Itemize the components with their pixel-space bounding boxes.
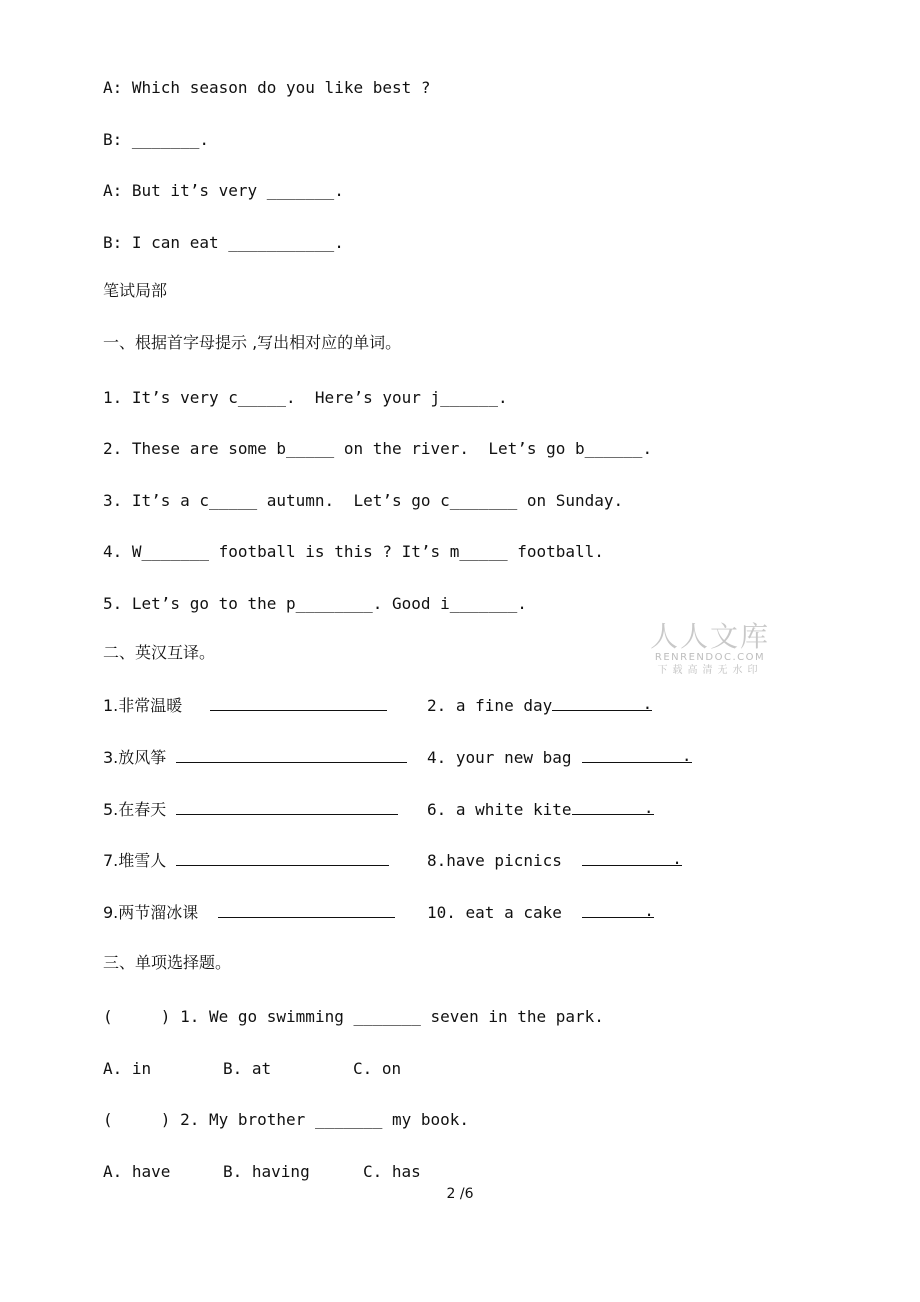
watermark-slogan: 下载高清无水印 bbox=[657, 665, 763, 676]
mc1-option-a: A. in bbox=[103, 1059, 152, 1078]
section1-item-4: 4. W_______ football is this ? It’s m_____ football. bbox=[103, 542, 604, 561]
watermark-logo bbox=[646, 622, 774, 678]
dialogue-line-4: B: I can eat ___________. bbox=[103, 233, 344, 252]
translation-item-5: 5.在春天 bbox=[103, 798, 398, 820]
mc2-option-c: C. has bbox=[363, 1162, 421, 1181]
translation-item-2: 2. a fine day . bbox=[427, 694, 653, 715]
translation-item-3: 3.放风筝 bbox=[103, 746, 407, 768]
dialogue-line-3: A: But it’s very _______. bbox=[103, 181, 344, 200]
watermark-title: 人人文库 bbox=[649, 620, 770, 653]
section2-title: 二、英汉互译。 bbox=[103, 643, 216, 662]
translation-item-8: 8.have picnics . bbox=[427, 849, 682, 870]
dialogue-line-2: B: _______. bbox=[103, 130, 209, 149]
translation-item-4: 4. your new bag . bbox=[427, 746, 692, 767]
mc-options-1 bbox=[103, 1059, 401, 1079]
translation-item-7: 7.堆雪人 bbox=[103, 849, 389, 871]
section1-title: 一、根据首字母提示 ,写出相对应的单词。 bbox=[103, 333, 402, 352]
mc1-option-b: B. at bbox=[223, 1059, 272, 1078]
mc-question-2: ( ) 2. My brother _______ my book. bbox=[103, 1110, 470, 1129]
section1-item-2: 2. These are some b_____ on the river. Let’s go b______. bbox=[103, 439, 653, 458]
translation-item-9: 9.两节溜冰课 bbox=[103, 901, 395, 923]
section1-item-5: 5. Let’s go to the p________. Good i_______. bbox=[103, 594, 527, 613]
section3-title: 三、单项选择题。 bbox=[103, 953, 232, 972]
page-number: 2 /6 bbox=[446, 1186, 474, 1202]
dialogue-line-1: A: Which season do you like best ? bbox=[103, 78, 431, 97]
mc-question-1: ( ) 1. We go swimming _______ seven in the park. bbox=[103, 1007, 604, 1026]
translation-item-6: 6. a white kite . bbox=[427, 798, 654, 819]
mc2-option-a: A. have bbox=[103, 1162, 171, 1181]
written-part-title: 笔试局部 bbox=[103, 281, 168, 300]
mc2-option-b: B. having bbox=[223, 1162, 310, 1181]
section1-item-1: 1. It’s very c_____. Here’s your j______. bbox=[103, 388, 508, 407]
mc-options-2 bbox=[103, 1162, 421, 1182]
translation-item-10: 10. eat a cake . bbox=[427, 901, 654, 922]
section1-item-3: 3. It’s a c_____ autumn. Let’s go c_______ on Sunday. bbox=[103, 491, 624, 510]
watermark-domain: RENRENDOC.COM bbox=[654, 652, 766, 663]
translation-item-1: 1.非常温暖 bbox=[103, 694, 387, 716]
mc1-option-c: C. on bbox=[353, 1059, 402, 1078]
